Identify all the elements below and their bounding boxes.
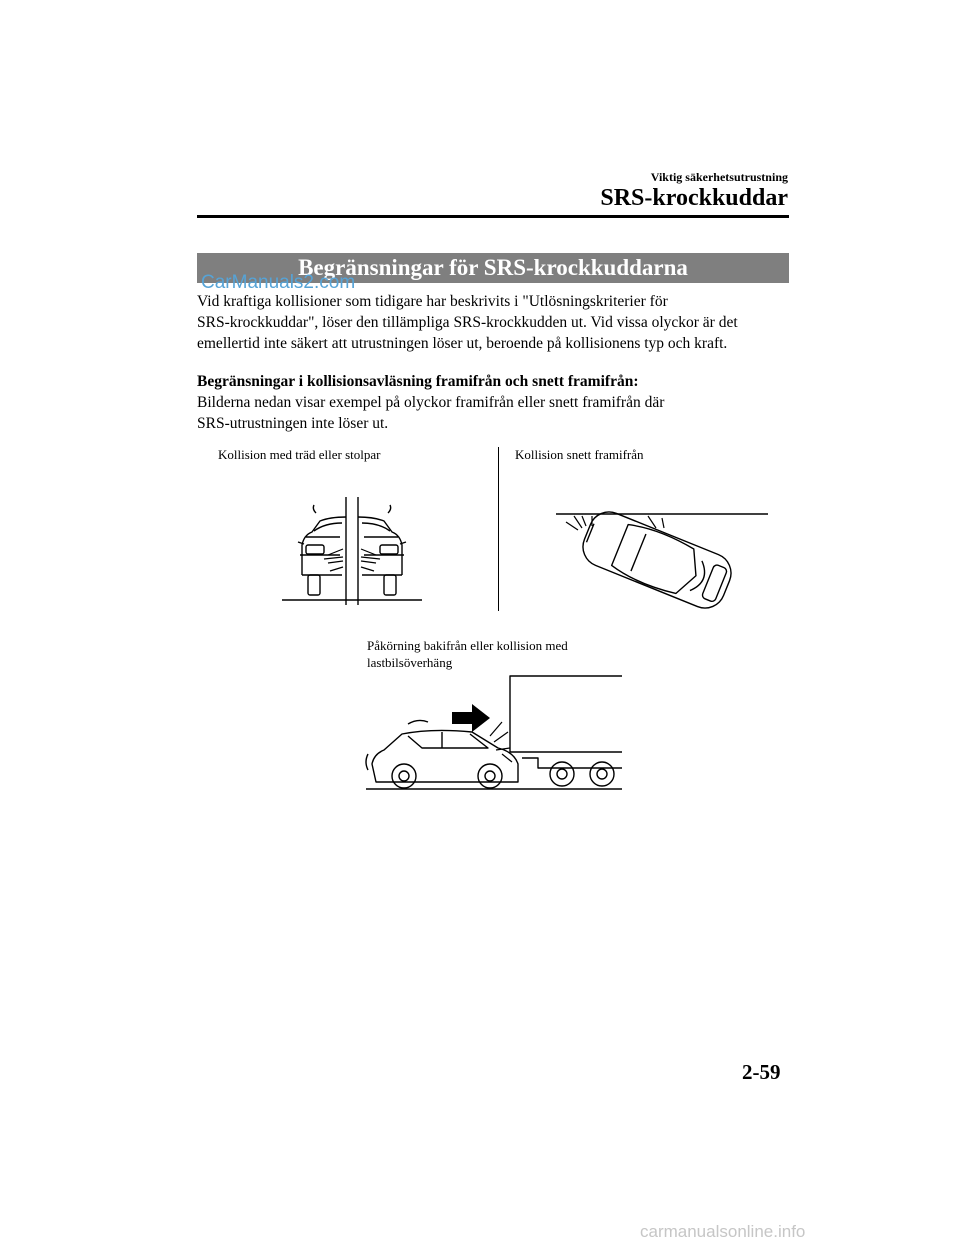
intro-line: Vid kraftiga kollisioner som tidigare har beskrivits i "Utlösningskriterier för — [197, 293, 668, 310]
chapter-title: Viktig säkerhetsutrustning — [650, 170, 788, 184]
watermark-top[interactable]: CarManuals2.com — [201, 272, 356, 293]
limitations-line: Bilderna nedan visar exempel på olyckor framifrån eller snett framifrån där — [197, 394, 665, 411]
rear-caption-line: lastbilsöverhäng — [367, 655, 453, 670]
section-title: SRS-krockkuddar — [600, 185, 788, 211]
pole-collision-illustration — [280, 495, 425, 610]
underride-collision-illustration — [362, 672, 624, 794]
section-banner: Begränsningar för SRS-krockkuddarna — [197, 253, 789, 283]
oblique-collision-caption: Kollision snett framifrån — [515, 447, 644, 462]
rear-caption-line: Påkörning bakifrån eller kollision med — [367, 638, 568, 653]
tree-collision-caption: Kollision med träd eller stolpar — [218, 447, 381, 462]
intro-paragraph — [197, 291, 797, 354]
intro-line: emellertid inte säkert att utrustningen löser ut, beroende på kollisionens typ och kraft. — [197, 335, 728, 352]
header-divider — [197, 215, 789, 218]
rear-collision-caption — [367, 637, 568, 671]
limitations-line: SRS-utrustningen inte löser ut. — [197, 415, 389, 432]
figure-divider — [498, 447, 499, 611]
oblique-collision-illustration — [552, 508, 772, 608]
intro-line: SRS-krockkuddar", löser den tillämpliga SRS-krockkudden ut. Vid vissa olyckor är det — [197, 314, 738, 331]
page-number: 2-59 — [742, 1060, 781, 1084]
watermark-bottom[interactable]: carmanualsonline.info — [640, 1222, 806, 1241]
limitations-heading: Begränsningar i kollisionsavläsning framifrån och snett framifrån: — [197, 373, 639, 390]
limitations-section — [197, 371, 797, 434]
